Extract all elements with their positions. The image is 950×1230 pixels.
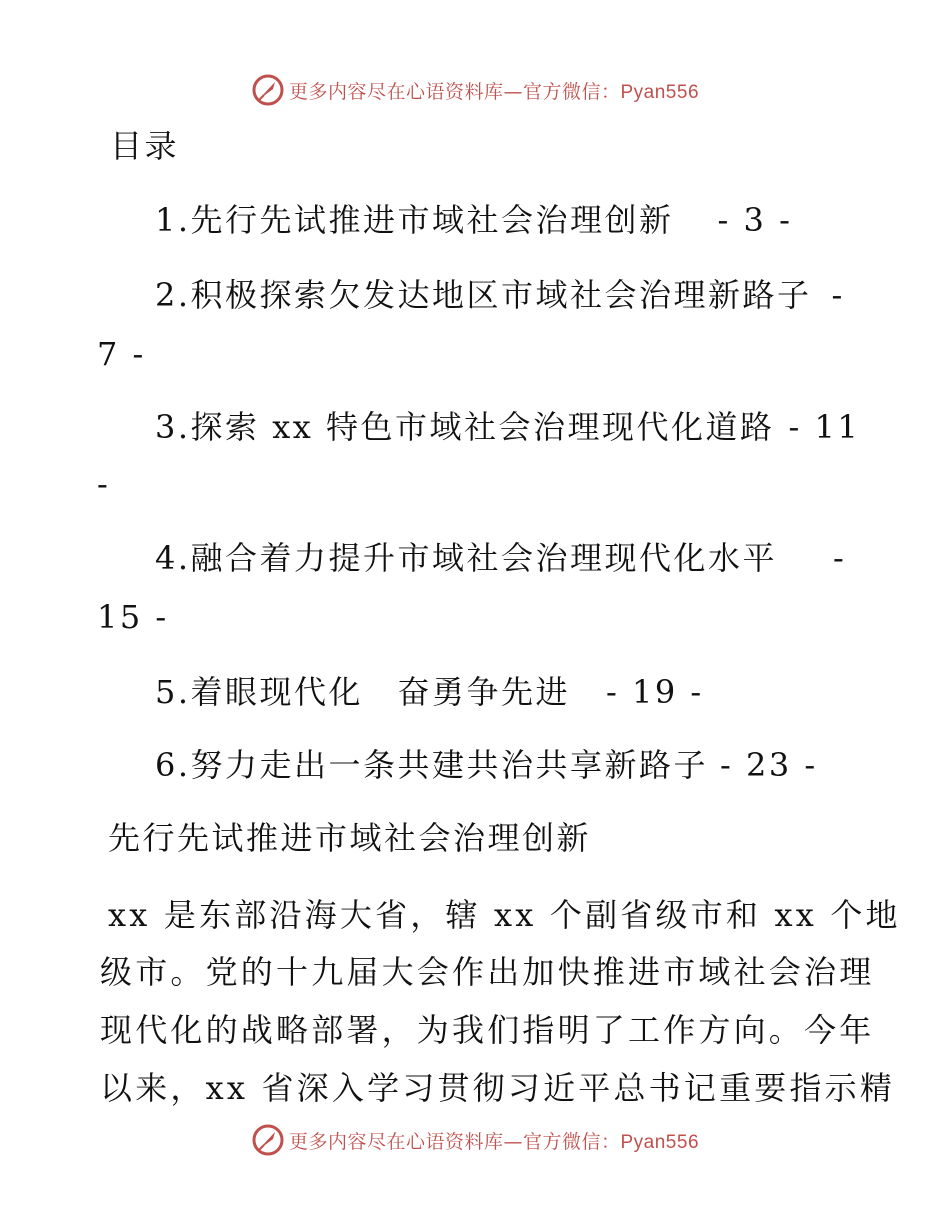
paragraph-line-4: 以来，xx 省深入学习贯彻习近平总书记重要指示精 — [100, 1069, 896, 1107]
toc-entry-3-page-continued: - — [97, 465, 111, 503]
watermark-text: 更多内容尽在心语资料库—官方微信：Pyan556 — [288, 1130, 700, 1153]
paragraph-line-1: xx 是东部沿海大省，辖 xx 个副省级市和 xx 个地 — [108, 896, 901, 934]
watermark-id: Pyan556 — [620, 1131, 700, 1153]
toc-entry-3[interactable] — [155, 407, 860, 447]
quill-logo-icon — [251, 73, 285, 107]
toc-entry-1[interactable] — [155, 200, 792, 240]
toc-entry-page: - — [833, 539, 847, 577]
toc-entry-label: 6.努力走出一条共建共治共享新路子 — [155, 746, 709, 784]
toc-entry-page: - — [831, 276, 845, 314]
section-title: 先行先试推进市域社会治理创新 — [108, 819, 592, 857]
toc-entry-page: - 23 - — [720, 746, 818, 784]
toc-entry-6[interactable] — [155, 745, 818, 785]
toc-entry-label: 1.先行先试推进市域社会治理创新 — [155, 201, 674, 239]
watermark-header — [0, 70, 950, 110]
toc-entry-page: - 11 — [788, 408, 861, 446]
toc-entry-5[interactable] — [155, 672, 704, 712]
paragraph-line-3: 现代化的战略部署，为我们指明了工作方向。今年 — [100, 1011, 875, 1049]
toc-entry-4[interactable] — [155, 538, 846, 578]
toc-entry-2-page-continued: 7 - — [97, 335, 146, 373]
toc-entry-2[interactable] — [155, 275, 845, 315]
watermark-id: Pyan556 — [620, 81, 700, 103]
toc-entry-page: - 3 - — [717, 201, 793, 239]
watermark-text: 更多内容尽在心语资料库—官方微信：Pyan556 — [288, 80, 700, 103]
paragraph-line-2: 级市。党的十九届大会作出加快推进市域社会治理 — [100, 953, 875, 991]
toc-entry-label: 4.融合着力提升市域社会治理现代化水平 — [155, 539, 778, 577]
toc-entry-label: 2.积极探索欠发达地区市域社会治理新路子 — [155, 276, 812, 314]
toc-entry-label: 3.探索 xx 特色市域社会治理现代化道路 — [155, 408, 775, 446]
quill-logo-icon — [251, 1123, 285, 1157]
toc-entry-label: 5.着眼现代化 奋勇争先进 — [155, 673, 571, 711]
toc-entry-4-page-continued: 15 - — [97, 598, 169, 636]
toc-heading: 目录 — [110, 127, 180, 165]
toc-entry-page: - 19 - — [606, 673, 704, 711]
watermark-footer — [0, 1120, 950, 1160]
